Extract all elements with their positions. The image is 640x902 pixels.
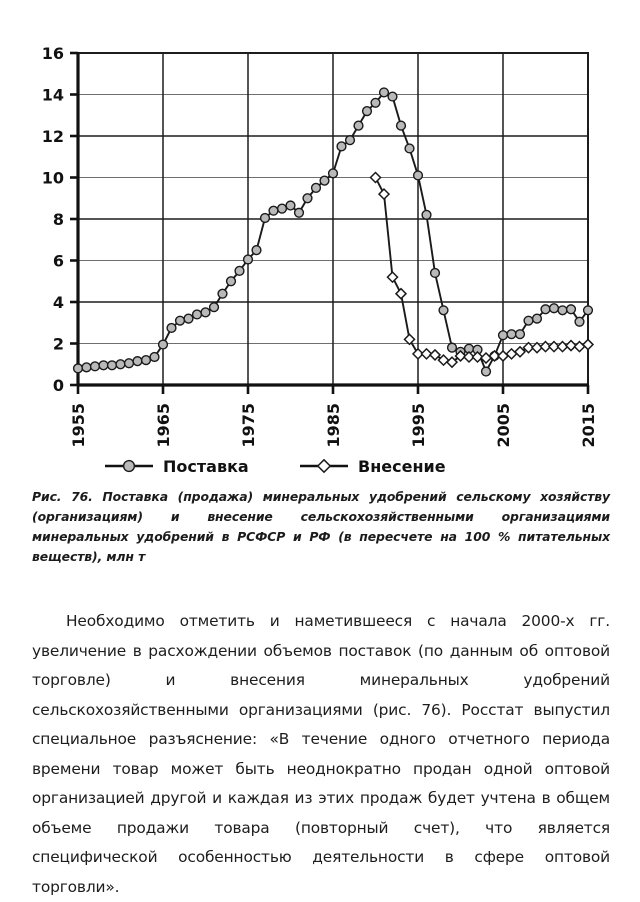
data-point-circle [422,210,431,219]
figure-caption: Рис. 76. Поставка (продажа) минеральных удобрений сельскому хозяйству (организациям) и внесение сельскохозяйственными организациями минеральных удобрений в РСФСР и РФ (в пересчете на 100 % питательных веществ), млн т [32,489,610,564]
data-point-circle [431,269,440,278]
data-point-diamond [430,350,440,360]
data-point-circle [142,356,151,365]
data-point-circle [295,208,304,217]
data-point-circle [448,343,457,352]
legend-label: Поставка [163,457,249,476]
y-axis-tick-label: 14 [41,85,64,105]
y-axis-tick-label: 4 [52,293,64,312]
data-point-circle [388,92,397,101]
data-point-circle [320,176,329,185]
data-point-circle [91,362,100,371]
y-axis-tick-label: 0 [52,376,64,395]
data-point-circle [482,367,491,376]
data-point-circle [133,357,142,366]
y-axis-tick-label: 16 [41,44,64,63]
y-axis-tick-label: 12 [41,127,64,146]
data-point-circle [363,107,372,116]
data-point-diamond [379,189,389,199]
data-point-circle [414,171,423,180]
data-point-circle [550,304,559,313]
data-point-circle [150,353,159,362]
data-point-circle [397,121,406,130]
data-point-circle [575,317,584,326]
data-point-circle [584,306,593,315]
data-point-circle [124,461,135,472]
data-point-circle [159,340,168,349]
body-paragraph: Необходимо отметить и наметившееся с начала 2000-х гг. увеличение в расхождении объемов поставок (по данным об оптовой торговле) и внесения минеральных удобрений сельскохозяйственными организациями (рис. 76). Росстат выпустил специальное разъяснение: «В течение одного отчетного периода времени товар может быть неоднократно продан одной оптовой организацией другой и каждая из этих продаж будет учтена в общем объеме продажи товара (повторный счет), что является специфической особенностью деятельности в сфере оптовой торговли». [32,612,610,896]
data-point-circle [99,361,108,370]
data-point-diamond [396,289,406,299]
series-vnesenie [371,173,594,368]
data-point-circle [329,169,338,178]
data-point-circle [82,363,91,372]
data-point-circle [533,314,542,323]
data-point-circle [269,206,278,215]
data-point-circle [405,144,414,153]
data-point-circle [210,303,219,312]
data-point-circle [74,364,83,373]
data-point-diamond [439,355,449,365]
data-point-circle [541,305,550,314]
data-point-circle [167,324,176,333]
data-point-circle [558,306,567,315]
data-point-circle [184,314,193,323]
legend-item-vnesenie [300,457,446,476]
data-point-circle [108,361,117,370]
data-point-circle [193,310,202,319]
y-axis-tick-label: 2 [52,334,64,354]
y-axis-tick-label: 6 [52,251,64,271]
data-point-diamond [498,351,508,361]
data-point-diamond [388,272,398,282]
data-point-circle [125,359,134,368]
x-axis-tick-label: 2005 [494,403,513,448]
data-point-circle [516,330,525,339]
data-point-circle [499,331,508,340]
data-point-circle [261,214,270,223]
data-point-circle [439,306,448,315]
data-point-circle [346,136,355,145]
y-axis-tick-label: 10 [41,168,64,188]
data-point-circle [524,316,533,325]
x-axis-tick-label: 1985 [324,403,343,448]
data-point-circle [252,246,261,255]
data-point-circle [312,183,321,192]
data-point-circle [235,266,244,275]
data-point-circle [303,194,312,203]
data-point-circle [380,88,389,97]
y-axis-tick-label: 8 [52,210,64,229]
x-axis-tick-label: 1995 [409,403,428,448]
data-point-circle [354,121,363,130]
data-point-circle [278,204,287,213]
legend-label: Внесение [358,457,446,476]
data-point-circle [244,255,253,264]
x-axis-tick-label: 1965 [154,403,173,448]
data-point-circle [116,360,125,369]
data-point-circle [201,308,210,317]
legend-item-postavka [105,457,249,476]
data-point-diamond [583,340,593,350]
data-point-circle [218,289,227,298]
x-axis-tick-label: 1955 [69,403,88,448]
data-point-diamond [507,349,517,359]
data-point-circle [337,142,346,151]
data-point-circle [227,277,236,286]
data-point-circle [371,98,380,107]
data-point-circle [286,201,295,210]
x-axis-tick-label: 1975 [239,403,258,448]
data-point-circle [567,305,576,314]
data-point-diamond [405,334,415,344]
data-point-diamond [371,173,381,183]
data-point-circle [507,330,516,339]
data-point-diamond [318,460,330,472]
series-line [376,178,589,363]
data-point-circle [176,316,185,325]
x-axis-tick-label: 2015 [579,403,598,448]
